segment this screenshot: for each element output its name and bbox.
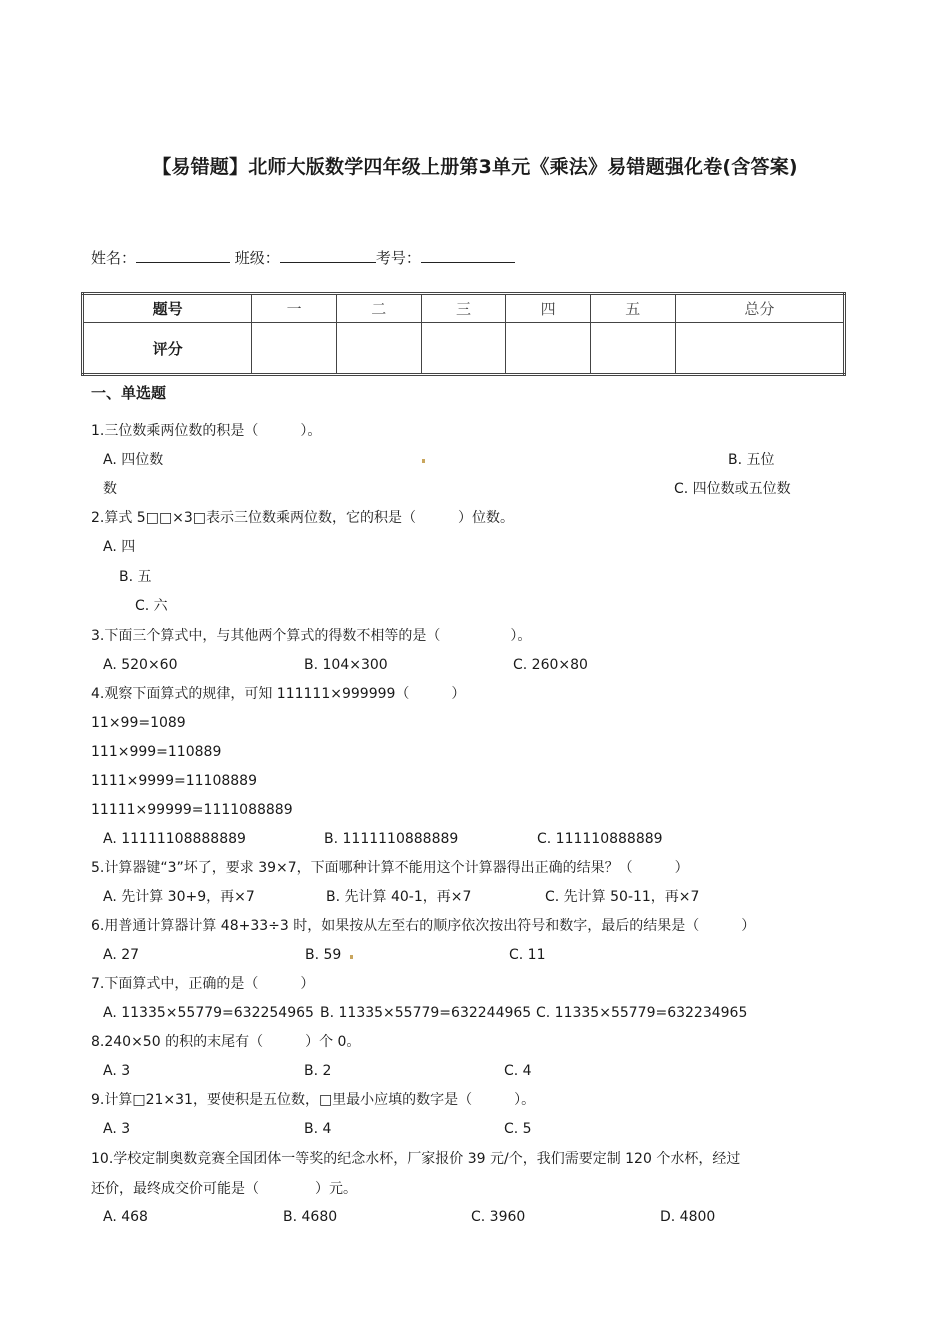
score-cell-total[interactable] bbox=[675, 323, 844, 375]
question-6: 6.用普通计算器计算 48+33÷3 时，如果按从左至右的顺序依次按出符号和数字，最后的结果是（ ） bbox=[91, 918, 756, 934]
score-cell-4[interactable] bbox=[506, 323, 591, 375]
q5-option-c[interactable]: C. 先计算 50-11，再×7 bbox=[545, 889, 700, 905]
q10-option-b[interactable]: B. 4680 bbox=[283, 1209, 338, 1225]
q1-option-a[interactable]: A. 四位数 bbox=[103, 452, 164, 468]
q10-option-d[interactable]: D. 4800 bbox=[660, 1209, 716, 1225]
column-1: 一 bbox=[252, 294, 337, 323]
question-2: 2.算式 5□□×3□表示三位数乘两位数，它的积是（ ）位数。 bbox=[91, 510, 515, 526]
q7-option-a[interactable]: A. 11335×55779=632254965 bbox=[103, 1005, 314, 1021]
page-title: 【易错题】北师大版数学四年级上册第3单元《乘法》易错题强化卷(含答案) bbox=[152, 156, 798, 178]
q8-option-c[interactable]: C. 4 bbox=[504, 1063, 532, 1079]
class-label: 班级： bbox=[234, 249, 280, 267]
q10-option-c[interactable]: C. 3960 bbox=[471, 1209, 526, 1225]
q4-option-a[interactable]: A. 11111108888889 bbox=[103, 831, 246, 847]
q9-option-a[interactable]: A. 3 bbox=[103, 1121, 131, 1137]
score-table-header-row bbox=[83, 294, 845, 323]
stray-mark bbox=[350, 955, 353, 959]
exam-label: 考号： bbox=[375, 249, 421, 267]
q5-option-a[interactable]: A. 先计算 30+9，再×7 bbox=[103, 889, 255, 905]
q3-option-c[interactable]: C. 260×80 bbox=[513, 657, 588, 673]
score-row-label: 评分 bbox=[83, 323, 252, 375]
q7-option-c[interactable]: C. 11335×55779=632234965 bbox=[536, 1005, 748, 1021]
q4-pattern-line: 11111×99999=1111088889 bbox=[91, 802, 293, 818]
q1-option-b[interactable]: B. 五位 bbox=[728, 452, 775, 468]
question-number-header: 题号 bbox=[83, 294, 252, 323]
question-10: 10.学校定制奥数竞赛全国团体一等奖的纪念水杯，厂家报价 39 元/个，我们需要定制 120 个水杯，经过 bbox=[91, 1151, 741, 1167]
q9-option-b[interactable]: B. 4 bbox=[304, 1121, 332, 1137]
column-total: 总分 bbox=[675, 294, 844, 323]
score-table bbox=[81, 292, 846, 376]
score-cell-1[interactable] bbox=[252, 323, 337, 375]
student-info-line bbox=[91, 246, 515, 268]
q6-option-a[interactable]: A. 27 bbox=[103, 947, 140, 963]
q4-pattern-line: 11×99=1089 bbox=[91, 715, 186, 731]
question-8: 8.240×50 的积的末尾有（ ）个 0。 bbox=[91, 1034, 361, 1050]
q9-option-c[interactable]: C. 5 bbox=[504, 1121, 532, 1137]
q7-option-b[interactable]: B. 11335×55779=632244965 bbox=[320, 1005, 532, 1021]
question-4: 4.观察下面算式的规律，可知 111111×999999（ ） bbox=[91, 686, 466, 702]
score-table-score-row bbox=[83, 323, 845, 375]
stray-mark bbox=[422, 459, 425, 463]
q6-option-b[interactable]: B. 59 bbox=[305, 947, 342, 963]
column-3: 三 bbox=[421, 294, 506, 323]
q3-option-b[interactable]: B. 104×300 bbox=[304, 657, 388, 673]
class-blank[interactable] bbox=[280, 246, 376, 263]
question-5: 5.计算器键“3”坏了，要求 39×7，下面哪种计算不能用这个计算器得出正确的结果？（ ） bbox=[91, 860, 689, 876]
q2-option-c[interactable]: C. 六 bbox=[135, 598, 168, 614]
name-blank[interactable] bbox=[136, 246, 230, 263]
score-cell-2[interactable] bbox=[336, 323, 421, 375]
q4-option-c[interactable]: C. 111110888889 bbox=[537, 831, 663, 847]
q2-option-b[interactable]: B. 五 bbox=[119, 569, 152, 585]
q8-option-a[interactable]: A. 3 bbox=[103, 1063, 131, 1079]
q1-option-b-wrap: 数 bbox=[103, 481, 117, 497]
q6-option-c[interactable]: C. 11 bbox=[509, 947, 546, 963]
question-10-line2: 还价，最终成交价可能是（ ）元。 bbox=[91, 1181, 357, 1197]
column-5: 五 bbox=[590, 294, 675, 323]
score-cell-3[interactable] bbox=[421, 323, 506, 375]
q4-option-b[interactable]: B. 1111110888889 bbox=[324, 831, 459, 847]
exam-number-blank[interactable] bbox=[421, 246, 515, 263]
name-label: 姓名： bbox=[91, 249, 137, 267]
column-4: 四 bbox=[506, 294, 591, 323]
score-cell-5[interactable] bbox=[590, 323, 675, 375]
q4-pattern-line: 111×999=110889 bbox=[91, 744, 222, 760]
q4-pattern-line: 1111×9999=11108889 bbox=[91, 773, 257, 789]
q3-option-a[interactable]: A. 520×60 bbox=[103, 657, 178, 673]
question-9: 9.计算□21×31，要使积是五位数，□里最小应填的数字是（ ）。 bbox=[91, 1092, 536, 1108]
column-2: 二 bbox=[336, 294, 421, 323]
question-7: 7.下面算式中，正确的是（ ） bbox=[91, 976, 315, 992]
q2-option-a[interactable]: A. 四 bbox=[103, 539, 136, 555]
q10-option-a[interactable]: A. 468 bbox=[103, 1209, 148, 1225]
question-1: 1.三位数乘两位数的积是（ ）。 bbox=[91, 423, 322, 439]
question-3: 3.下面三个算式中，与其他两个算式的得数不相等的是（ ）。 bbox=[91, 628, 532, 644]
q1-option-c[interactable]: C. 四位数或五位数 bbox=[674, 481, 791, 497]
q8-option-b[interactable]: B. 2 bbox=[304, 1063, 332, 1079]
q5-option-b[interactable]: B. 先计算 40-1，再×7 bbox=[326, 889, 472, 905]
section-heading: 一、单选题 bbox=[91, 384, 167, 402]
